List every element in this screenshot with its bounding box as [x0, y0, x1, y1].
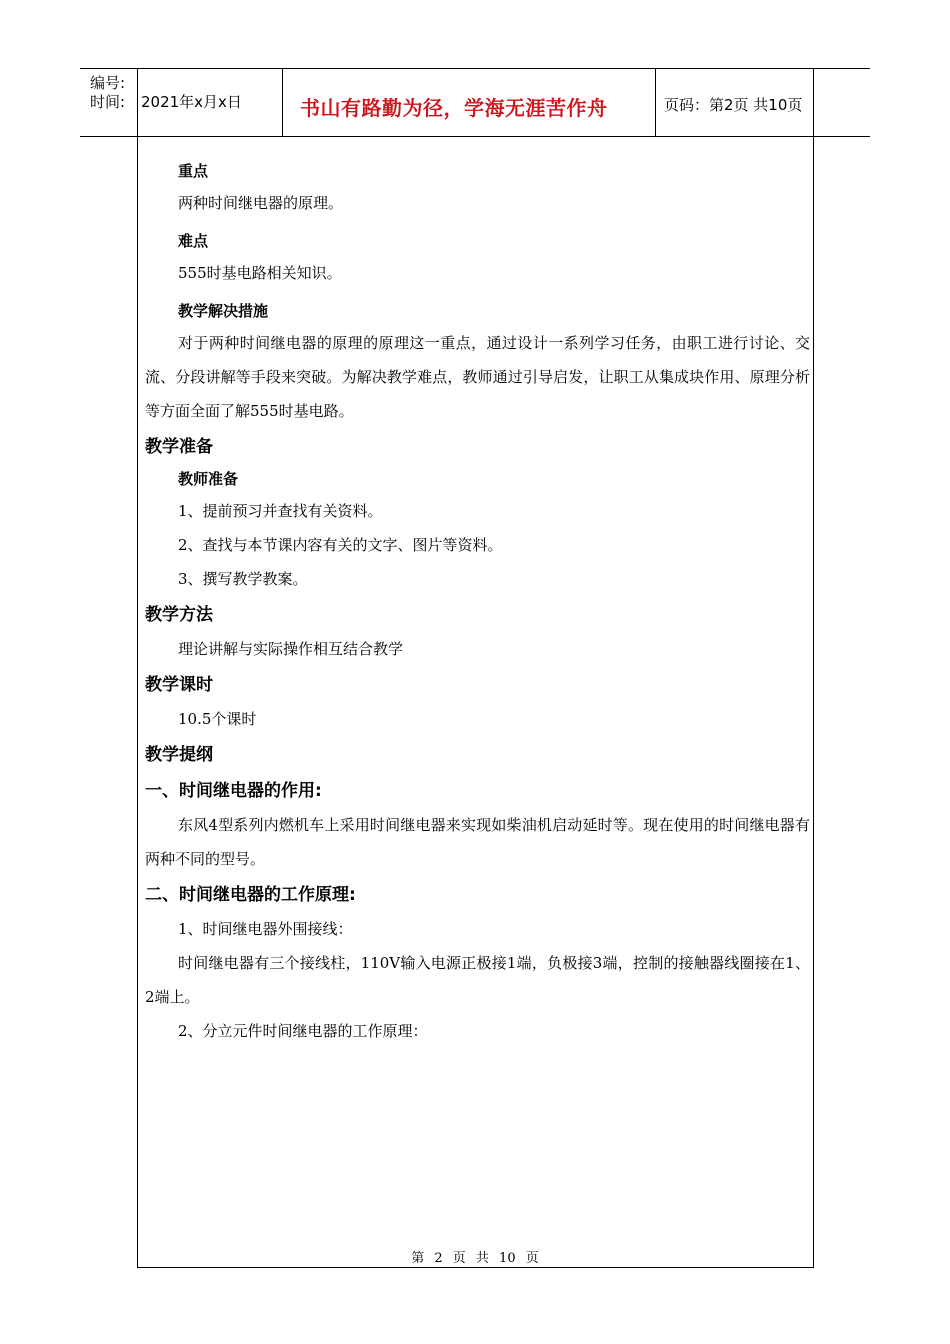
method-heading: 教学方法 — [145, 605, 213, 625]
key-point-text: 两种时间继电器的原理。 — [178, 194, 344, 212]
lesson-content — [145, 152, 810, 1048]
date-field: 2021年x月x日 — [141, 93, 242, 111]
outline-heading: 教学提纲 — [145, 745, 213, 765]
table-bottom-rule — [137, 1267, 814, 1268]
key-point-heading: 重点 — [178, 162, 209, 180]
solution-text: 对于两种时间继电器的原理的原理这一重点，通过设计一系列学习任务，由职工进行讨论、交流、分段讲解等手段来突破。为解决教学难点，教师通过引导启发，让职工从集成块作用、原理分析等方面全面了解555时基电路。 — [145, 334, 810, 420]
motto-banner: 书山有路勤为径，学海无涯苦作舟 — [300, 96, 608, 120]
difficulty-heading: 难点 — [178, 232, 209, 250]
sub1-heading: 1、时间继电器外围接线： — [178, 920, 353, 938]
prep-item: 3、撰写教学教案。 — [178, 570, 308, 588]
prep-item: 2、查找与本节课内容有关的文字、图片等资料。 — [178, 536, 503, 554]
teacher-prep-heading: 教师准备 — [178, 470, 239, 488]
solution-heading: 教学解决措施 — [178, 302, 269, 320]
prep-heading: 教学准备 — [145, 437, 213, 457]
page-footer: 第 2 页 共 10 页 — [411, 1251, 539, 1266]
header-divider-2 — [655, 68, 656, 136]
hours-text: 10.5个课时 — [178, 710, 257, 728]
time-label: 时间: — [90, 93, 126, 111]
hours-heading: 教学课时 — [145, 675, 213, 695]
method-text: 理论讲解与实际操作相互结合教学 — [178, 640, 404, 658]
prep-item: 1、提前预习并查找有关资料。 — [178, 502, 383, 520]
table-right-border — [813, 68, 814, 1268]
difficulty-text: 555时基电路相关知识。 — [178, 264, 342, 282]
number-label: 编号: — [90, 74, 126, 92]
section1-heading: 一、时间继电器的作用: — [145, 781, 322, 801]
header-divider-1 — [282, 68, 283, 136]
section1-text: 东风4型系列内燃机车上采用时间继电器来实现如柴油机启动延时等。现在使用的时间继电器有两种不同的型号。 — [145, 816, 810, 868]
sub1-text: 时间继电器有三个接线柱，110V输入电源正极接1端，负极接3端，控制的接触器线圈接在1、2端上。 — [145, 954, 810, 1006]
table-left-border — [137, 68, 138, 1268]
header-top-rule — [80, 68, 870, 69]
section2-heading: 二、时间继电器的工作原理: — [145, 885, 356, 905]
sub2-heading: 2、分立元件时间继电器的工作原理： — [178, 1022, 428, 1040]
page-info: 页码：第2页 共10页 — [664, 96, 803, 114]
header-bottom-rule — [80, 136, 870, 137]
